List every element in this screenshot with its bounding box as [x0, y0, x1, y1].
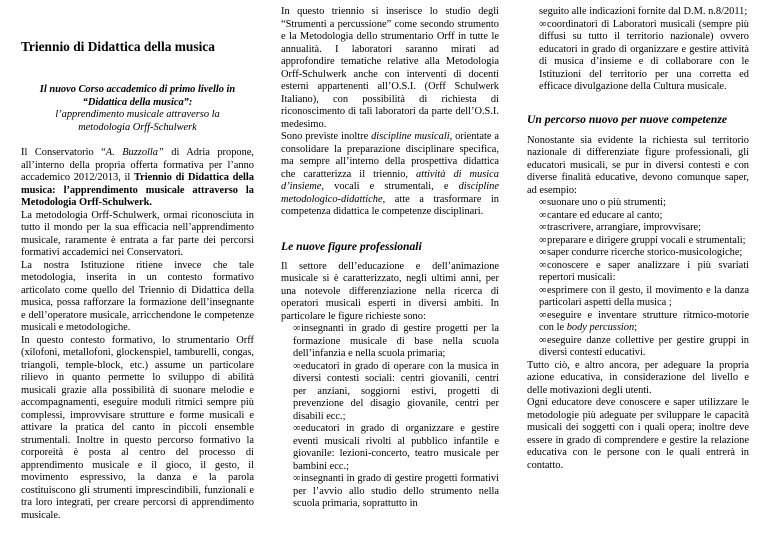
list-item: [281, 473, 499, 511]
list-item-text: eseguire danze collettive per gestire gruppi in diversi contesti educativi.: [539, 334, 749, 358]
list-item: [527, 285, 749, 310]
list-item-text: cantare ed educare al canto;: [547, 209, 663, 221]
course-name: Triennio di Didattica della musica: l’apprendimento musicale attraverso la Metodologia Orff-Schulwerk.: [21, 172, 254, 208]
intro-text-b: di Adria propone, all’interno della propria offerta formativa per l’anno accademico 2012/2013, il: [21, 147, 255, 183]
list-item: [281, 423, 499, 473]
list-item-text: insegnanti in grado di gestire progetti formativi per l’avvio allo studio dello strumento nella scuola primaria, soprattutto in: [293, 473, 499, 509]
paragraph-instruments: In questo contesto formativo, lo strumentario Orff (xilofoni, metallofoni, glockenspiel, tamburelli, congas, triangoli, temple-block, etc.) assume un particolare rilievo in quanto permette lo sviluppo di abilità musicali grazie alla possibilità di suonare melodie e accompagnamenti, eseguire moduli ritmici sempre più complessi, improvvisare strutture e forme musicali e attivare la pratica del canto in piccoli ensemble strumentali. Inoltre in questo percorso formativo la corporeità è posta al centro del processo di apprendimento musicale e il gioco, il gesto, il movimento espressivo, la danza e la parola costituiscono gli strumenti imprescindibili, funzionali e tra loro integrati, per creare percorsi di apprendimento musicale.: [21, 334, 254, 521]
infinity-bullet-icon: ∞: [539, 209, 547, 221]
list-item-text: preparare e dirigere gruppi vocali e strumentali;: [547, 234, 746, 246]
infinity-bullet-icon: ∞: [539, 197, 547, 208]
disciplines-italic-3: discipline metodologico-didattiche: [281, 181, 499, 205]
paragraph-educator-methods: Ogni educatore deve conoscere e saper utilizzare le metodologie più adeguate per sviluppare le capacità musicali dei soggetti con i quali opera; inoltre deve essere in grado di comprendere e gestire la relazione educativa con le persone con le quali entrerà in contatto.: [527, 397, 749, 471]
infinity-bullet-icon: ∞: [293, 423, 301, 434]
column-middle: [281, 0, 499, 511]
professional-figures-list: [281, 323, 499, 511]
disciplines-italic-2: attività di musica d’insieme: [281, 168, 499, 192]
list-item: [527, 210, 749, 223]
paragraph-triennio: In questo triennio si inserisce lo studio degli “Strumenti a percussione” come secondo strumento e la Metodologia dello strumentario Orff in tutte le annualità. I laboratori saranno mirati ad approfondire tematiche relative alla Metodologia Orff-Schulwerk anche con interventi di docenti esterni appartenenti all’O.S.I. (Orff Schulwerk Italiano), con possibilità di richiesta di riconoscimento di tali laboratori da parte dell’O.S.I. medesimo.: [281, 6, 499, 130]
paragraph-orff-method: La metodologia Orff-Schulwerk, ormai riconosciuta in tutto il mondo per la sua efficacia nell’apprendimento musicale, raramente è entrata a far parte dei percorsi formativi accademici nei Conservatori.: [21, 209, 254, 258]
paragraph-institution: La nostra Istituzione ritiene invece che tale metodologia, inserita in un contesto formativo articolato come quello del Triennio di Didattica della musica, possa rafforzare la formazione dell’insegnante e dell’operatore musicale, arricchendone le competenze musicali e metodologiche.: [21, 259, 254, 333]
list-item: [527, 19, 749, 94]
infinity-bullet-icon: ∞: [539, 18, 547, 30]
list-item-text: conoscere e saper analizzare i più svariati repertori musicali:: [539, 259, 749, 283]
subtitle-line-1: Il nuovo Corso accademico di primo livello in: [39, 84, 236, 95]
competences-list: [527, 197, 749, 360]
list-item-text: coordinatori di Laboratori musicali (sempre più diffusi su tutto il territorio nazionale) ovvero educatori in grado di organizzare e gestire attività di musica d’insieme e di collaborare con le Istituzioni del territorio per una corretta ed efficace divulgazione della Cultura musicale.: [539, 18, 749, 92]
list-item-text: esprimere con il gesto, il movimento e la danza particolari aspetti della musica ;: [539, 284, 749, 308]
infinity-bullet-icon: ∞: [539, 259, 547, 271]
list-item-text: suonare uno o più strumenti;: [547, 197, 666, 208]
paragraph-competences: Nonostante sia evidente la richiesta sul territorio nazionale di differenziate figure professionali, gli educatori musicali, se pur in diversi contesti e con diverse finalità educative, devono comunque saper, ad esempio:: [527, 134, 749, 196]
list-item: [527, 335, 749, 360]
infinity-bullet-icon: ∞: [539, 284, 547, 296]
heading-new-professionals: Le nuove figure professionali: [281, 239, 422, 253]
infinity-bullet-icon: ∞: [539, 247, 547, 258]
list-item-text: educatori in grado di operare con la musica in diversi contesti sociali: centri giovanili, centri per anziani, soggiorni estivi, progetti di prevenzione del disagio giovanile, centri per disabili ecc.;: [293, 360, 499, 422]
list-item: [281, 361, 499, 424]
list-item: [527, 222, 749, 235]
infinity-bullet-icon: ∞: [539, 309, 547, 321]
list-item: [527, 235, 749, 248]
subtitle-line-2: “Didattica della musica”:: [82, 96, 193, 108]
infinity-bullet-icon: ∞: [293, 360, 301, 372]
paragraph-sector: Il settore dell’educazione e dell’animazione musicale si è caratterizzato, negli ultimi anni, per una notevole differenziazione nella ricerca di operatori musicali esperti in diversi ambiti. In particolare le figure richieste sono:: [281, 260, 499, 322]
conservatory-name: A. Buzzolla”: [105, 147, 164, 158]
column-left: [21, 0, 254, 522]
disciplines-italic-1: discipline musicali: [371, 131, 450, 142]
subtitle-line-3: l’apprendimento musicale attraverso la: [55, 109, 220, 120]
list-item: [527, 260, 749, 285]
infinity-bullet-icon: ∞: [539, 334, 547, 346]
intro-text-a: Il Conservatorio “: [21, 147, 106, 158]
disciplines-text-c: , vocali e strumentali, e: [321, 181, 459, 192]
infinity-bullet-icon: ∞: [539, 234, 547, 246]
list-item-text: insegnanti in grado di gestire progetti per la formazione musicale di base nella scuola dell’infanzia e nella scuola primaria;: [293, 323, 499, 359]
list-item: [527, 310, 749, 335]
list-item-text: educatori in grado di organizzare e gestire eventi musicali rivolti al pubblico infantile e giovanile: lezioni-concerto, teatro musicale per bambini ecc.;: [293, 423, 499, 472]
disciplines-text-a: Sono previste inoltre: [281, 131, 372, 142]
list-item-text: trascrivere, arrangiare, improvvisare;: [547, 222, 702, 233]
list-item: seguito alle indicazioni fornite dal D.M. n.8/2011;: [539, 6, 748, 17]
page-title: Triennio di Didattica della musica: [21, 39, 215, 54]
heading-new-competences: Un percorso nuovo per nuove competenze: [527, 112, 727, 126]
list-item: [281, 323, 499, 361]
disciplines-text-d: , atte a trasformare in competenza didattica le competenze disciplinari.: [281, 193, 499, 217]
body-percussion-term: body percussion: [566, 322, 635, 333]
infinity-bullet-icon: ∞: [293, 473, 301, 484]
paragraph-educational-action: Tutto ciò, e altro ancora, per adeguare la propria azione educativa, in considerazione del livello e delle motivazioni degli utenti.: [527, 359, 749, 396]
paragraph-disciplines: [281, 131, 499, 219]
list-item-text: saper condurre ricerche storico-musicologiche;: [547, 247, 743, 258]
subtitle: [21, 84, 254, 134]
infinity-bullet-icon: ∞: [293, 323, 301, 334]
list-item: [527, 247, 749, 260]
list-item-text: eseguire e inventare strutture ritmico-motorie con le: [539, 309, 749, 333]
list-item: [527, 197, 749, 210]
professional-figures-list-continued: [527, 6, 749, 94]
column-right: [527, 0, 749, 472]
disciplines-text-b: , orientate a consolidare la preparazione disciplinare specifica, ma sempre all’interno della prospettiva didattica che caratterizza il triennio,: [281, 131, 499, 180]
list-item-end: ;: [634, 322, 638, 333]
infinity-bullet-icon: ∞: [539, 222, 547, 233]
subtitle-line-4: metodologia Orff-Schulwerk: [78, 121, 197, 133]
intro-paragraph: [21, 147, 254, 210]
